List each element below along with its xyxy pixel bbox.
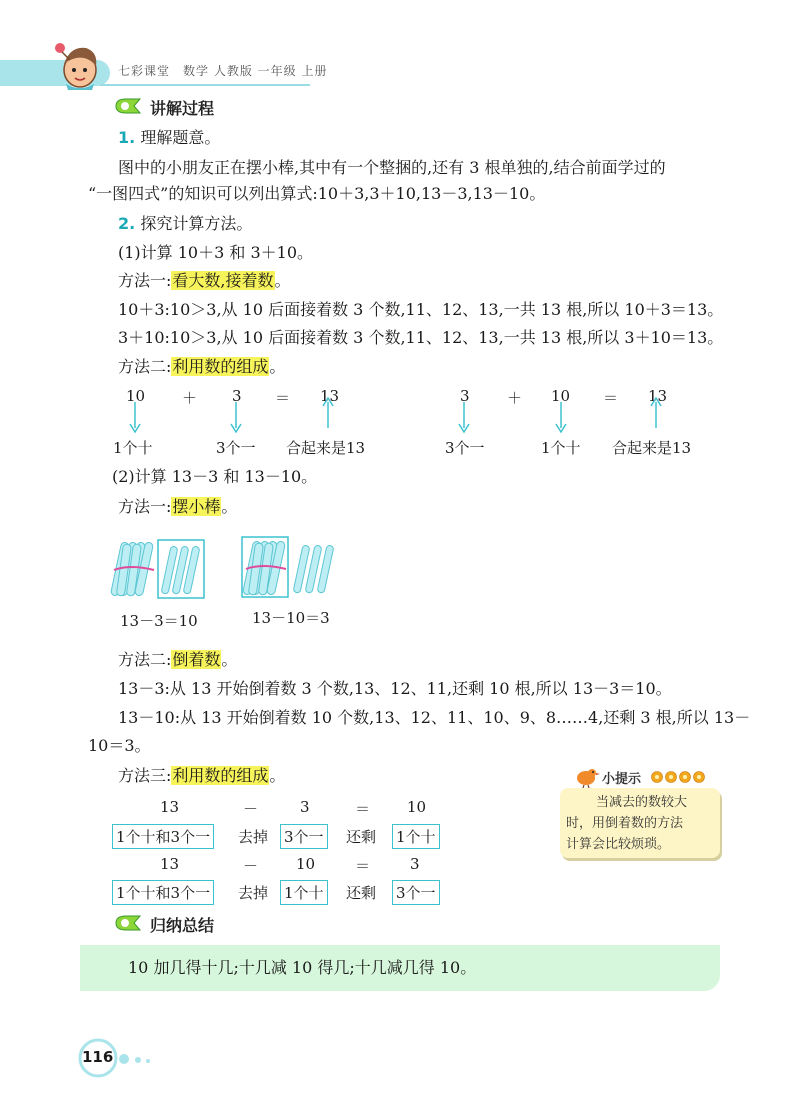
section-bullet-icon [114,915,144,931]
step-1-heading [118,127,220,149]
section-title-explanation: 讲解过程 [150,99,215,118]
method-prefix: 方法一: [118,497,172,516]
comp-label: 合起来是13 [286,439,366,457]
comp-number: 13 [648,387,668,405]
sub-number: 3 [410,855,420,873]
stick-bundle-icon [110,542,154,597]
header-text: 七彩课堂 数学 人教版 一年级 上册 [118,64,328,78]
sub-word: 去掉 [238,828,269,846]
sub-equals: ＝ [355,857,371,875]
step-2-heading [118,213,252,235]
method-highlight: 摆小棒 [172,497,221,516]
stick-bundle-icon [242,541,286,596]
tip-title: 小提示 [602,772,642,787]
single-sticks-icon [161,546,200,594]
method-highlight: 倒着数 [172,650,221,669]
method-highlight: 利用数的组成 [172,357,269,376]
sticks-caption: 13－10＝3 [252,609,330,627]
method-suffix: 。 [221,650,238,669]
arrow-down-icon [230,396,242,434]
sticks-figure-1 [110,538,210,600]
step-1-label: 理解题意。 [140,128,221,147]
sticks-figure-2 [240,535,340,600]
step-2-label: 探究计算方法。 [140,214,253,233]
sub-box: 3个一 [392,880,440,905]
comp-label: 1个十 [113,439,153,457]
method-heading [118,356,285,378]
method-suffix: 。 [221,497,238,516]
header-rule [100,84,310,86]
arrow-down-icon [458,396,470,434]
tip-line: 时，用倒着数的方法 [566,816,684,831]
arrow-down-icon [129,396,141,434]
method-heading [118,765,285,787]
paragraph-line: 图中的小朋友正在摆小棒,其中有一个整捆的,还有 3 根单独的,结合前面学过的 [118,158,666,177]
arrow-up-icon [650,396,662,434]
flower-decor-icon [650,770,716,784]
page-number: 116 [82,1048,114,1066]
method-prefix: 方法一: [118,271,172,290]
sub-box: 1个十 [280,880,328,905]
part-2-title: (2)计算 13－3 和 13－10。 [112,467,318,486]
step-2-number: 2. [118,214,136,233]
sticks-caption: 13－3＝10 [120,612,198,630]
method-line: 10＋3:10＞3,从 10 后面接着数 3 个数,11、12、13,一共 13 根,所以 10＋3＝13。 [118,300,724,319]
comp-operator: ＋ [507,389,523,407]
summary-text: 10 加几得十几;十几减 10 得几;十几减几得 10。 [128,958,477,977]
comp-equals: ＝ [275,389,291,407]
sub-word: 还剩 [346,884,377,902]
single-sticks-icon [293,545,334,593]
comp-label: 1个十 [541,439,581,457]
sub-equals: ＝ [355,800,371,818]
sub-box: 1个十 [392,824,440,849]
comp-equals: ＝ [603,389,619,407]
section-bullet-icon [114,98,144,114]
sub-word: 去掉 [238,884,269,902]
method-suffix: 。 [269,766,286,785]
sub-box: 1个十和3个一 [112,824,214,849]
method-heading [118,649,237,671]
method-suffix: 。 [274,271,291,290]
part-1-title: (1)计算 10＋3 和 3＋10。 [118,243,314,262]
sub-operator: － [243,800,259,818]
tip-line: 当减去的数较大 [596,795,688,810]
sub-number: 13 [160,855,180,873]
method-heading [118,270,291,292]
sub-box: 1个十和3个一 [112,880,214,905]
comp-operator: ＋ [182,389,198,407]
method-highlight: 利用数的组成 [172,766,269,785]
section-title-summary: 归纳总结 [150,916,215,935]
step-1-number: 1. [118,128,136,147]
comp-label: 3个一 [445,439,485,457]
method-prefix: 方法二: [118,650,172,669]
method-line: 13－10:从 13 开始倒着数 10 个数,13、12、11、10、9、8……4,还剩 3 根,所以 13－ [118,708,751,727]
comp-label: 3个一 [216,439,256,457]
method-line: 13－3:从 13 开始倒着数 3 个数,13、12、11,还剩 10 根,所以 13－3＝10。 [118,679,672,698]
method-line: 3＋10:10＞3,从 10 后面接着数 3 个数,11、12、13,一共 13 根,所以 3＋10＝13。 [118,328,724,347]
sub-number: 10 [407,798,427,816]
method-suffix: 。 [269,357,286,376]
bird-icon [572,764,600,788]
comp-label: 合起来是13 [612,439,692,457]
sub-number: 3 [300,798,310,816]
method-prefix: 方法三: [118,766,172,785]
comp-number: 3 [460,387,470,405]
comp-number: 10 [551,387,571,405]
sub-number: 10 [296,855,316,873]
comp-number: 13 [320,387,340,405]
arrow-up-icon [322,396,334,434]
method-line: 10＝3。 [88,736,151,755]
tip-line: 计算会比较烦琐。 [566,837,671,852]
sub-box: 3个一 [280,824,328,849]
sub-operator: － [243,857,259,875]
comp-number: 10 [126,387,146,405]
method-heading [118,496,237,518]
paragraph-line: “一图四式”的知识可以列出算式:10＋3,3＋10,13－3,13－10。 [88,184,546,203]
arrow-down-icon [555,396,567,434]
page-dots-icon [118,1052,158,1066]
mascot-icon [52,40,104,90]
method-prefix: 方法二: [118,357,172,376]
sub-word: 还剩 [346,828,377,846]
sub-number: 13 [160,798,180,816]
comp-number: 3 [232,387,242,405]
method-highlight: 看大数,接着数 [172,271,274,290]
